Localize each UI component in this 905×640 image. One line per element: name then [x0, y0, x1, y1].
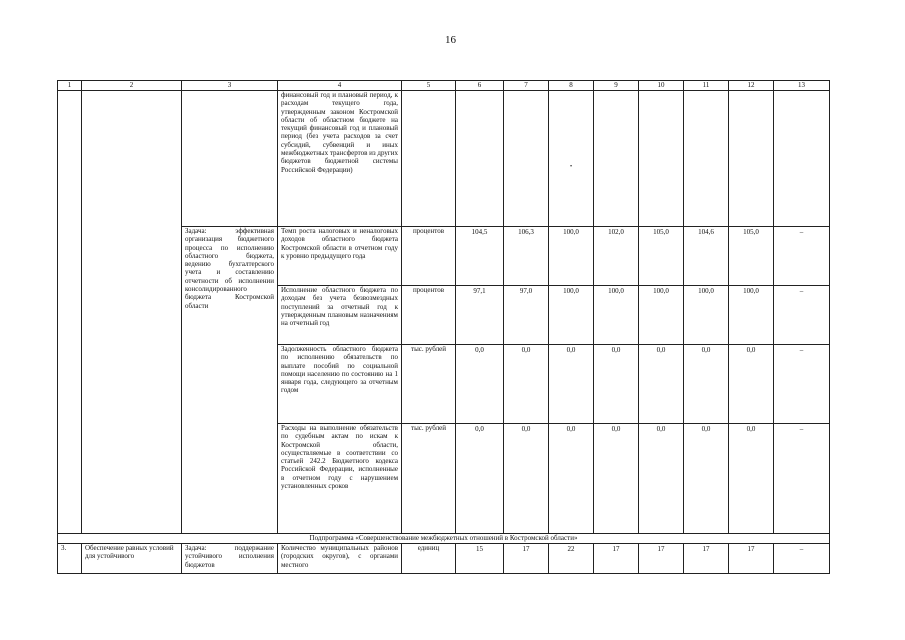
- value: 102,0: [594, 227, 639, 286]
- value: 104,6: [684, 227, 729, 286]
- col-number: 13: [774, 81, 830, 91]
- note: –: [774, 286, 830, 345]
- value: 17: [594, 544, 639, 574]
- indicator-name: Расходы на выполнение обязательств по судебным актам по искам к Костромской области, осуществляемые в соответствии со статьей 242.2 Бюджетного кодекса Российской Федерации, исполненные в отчетном году с нарушением установленных сроков: [278, 424, 402, 534]
- note: –: [774, 227, 830, 286]
- value: 0,0: [729, 424, 774, 534]
- note: –: [774, 544, 830, 574]
- table-row-continuation: [58, 91, 830, 227]
- col-number: 7: [504, 81, 549, 91]
- value: 0,0: [729, 345, 774, 424]
- cell-col1: [58, 91, 82, 534]
- value: 17: [504, 544, 549, 574]
- unit: тыс. рублей: [402, 345, 456, 424]
- indicator-name: Задолженность областного бюджета по исполнению обязательств по выплате пособий по социальной помощи населению по состоянию на 1 января года, следующего за отчетным годом: [278, 345, 402, 424]
- col-number: 9: [594, 81, 639, 91]
- task-description: Задача: эффективная организация бюджетного процесса по исполнению областного бюджета, ведению бухгалтерского учета и составлению отчетности об исполнении консолидированного бюджета Костромской области: [182, 227, 278, 534]
- value: 100,0: [549, 227, 594, 286]
- col-number: 6: [456, 81, 504, 91]
- value: 100,0: [639, 286, 684, 345]
- value: 0,0: [684, 345, 729, 424]
- value: 17: [639, 544, 684, 574]
- col-number: 2: [82, 81, 182, 91]
- col-number: 11: [684, 81, 729, 91]
- value: 0,0: [594, 424, 639, 534]
- col-number: 8: [549, 81, 594, 91]
- note: –: [774, 424, 830, 534]
- col-number: 5: [402, 81, 456, 91]
- value: 0,0: [639, 345, 684, 424]
- value: 100,0: [684, 286, 729, 345]
- col-number: 12: [729, 81, 774, 91]
- col-number: 3: [182, 81, 278, 91]
- indicator-name: Количество муниципальных районов (городских округов), с органами местного: [278, 544, 402, 574]
- indicators-table: [57, 80, 830, 574]
- value: 0,0: [549, 424, 594, 534]
- value: 17: [684, 544, 729, 574]
- cell-col2: [82, 91, 182, 534]
- cell-col3: [182, 91, 278, 227]
- col-number: 10: [639, 81, 684, 91]
- note: –: [774, 345, 830, 424]
- indicator-name: Темп роста налоговых и неналоговых доходов областного бюджета Костромской области в отчетном году к уровню предыдущего года: [278, 227, 402, 286]
- goal: Обеспечение равных условий для устойчивого: [82, 544, 182, 574]
- unit: процентов: [402, 227, 456, 286]
- value: 0,0: [684, 424, 729, 534]
- value: 100,0: [594, 286, 639, 345]
- value: 104,5: [456, 227, 504, 286]
- value: 0,0: [456, 345, 504, 424]
- row-number: 3.: [58, 544, 82, 574]
- value: 0,0: [456, 424, 504, 534]
- unit: единиц: [402, 544, 456, 574]
- value: 17: [729, 544, 774, 574]
- value: 97,1: [456, 286, 504, 345]
- indicator-name: финансовый год и плановый период, к расходам текущего года, утвержденным законом Костромской области об областном бюджете на текущий финансовый год и плановый период (без учета расходов за счет субсидий, субвенций и иных межбюджетных трансфертов из других бюджетов бюджетной системы Российской Федерации): [278, 91, 402, 227]
- page-number: 16: [445, 34, 456, 46]
- value: 0,0: [504, 424, 549, 534]
- value: 106,3: [504, 227, 549, 286]
- value: 105,0: [639, 227, 684, 286]
- subprogram-title: Подпрограмма «Совершенствование межбюджетных отношений в Костромской области»: [58, 534, 830, 544]
- value: 0,0: [549, 345, 594, 424]
- unit: процентов: [402, 286, 456, 345]
- col-number: 4: [278, 81, 402, 91]
- value: 0,0: [504, 345, 549, 424]
- value: 15: [456, 544, 504, 574]
- task-description: Задача: поддержание устойчивого исполнения бюджетов: [182, 544, 278, 574]
- indicator-name: Исполнение областного бюджета по доходам без учета безвозмездных поступлений за отчетный год к утвержденным плановым назначениям на отчетный год: [278, 286, 402, 345]
- column-numbers-row: [58, 81, 830, 91]
- scan-mark: •: [569, 163, 573, 170]
- value: 97,0: [504, 286, 549, 345]
- col-number: 1: [58, 81, 82, 91]
- table-row: [58, 544, 830, 574]
- value: 105,0: [729, 227, 774, 286]
- value: 100,0: [729, 286, 774, 345]
- value: 22: [549, 544, 594, 574]
- subprogram-row: [58, 534, 830, 544]
- unit: тыс. рублей: [402, 424, 456, 534]
- value: 100,0: [549, 286, 594, 345]
- value: 0,0: [639, 424, 684, 534]
- value: 0,0: [594, 345, 639, 424]
